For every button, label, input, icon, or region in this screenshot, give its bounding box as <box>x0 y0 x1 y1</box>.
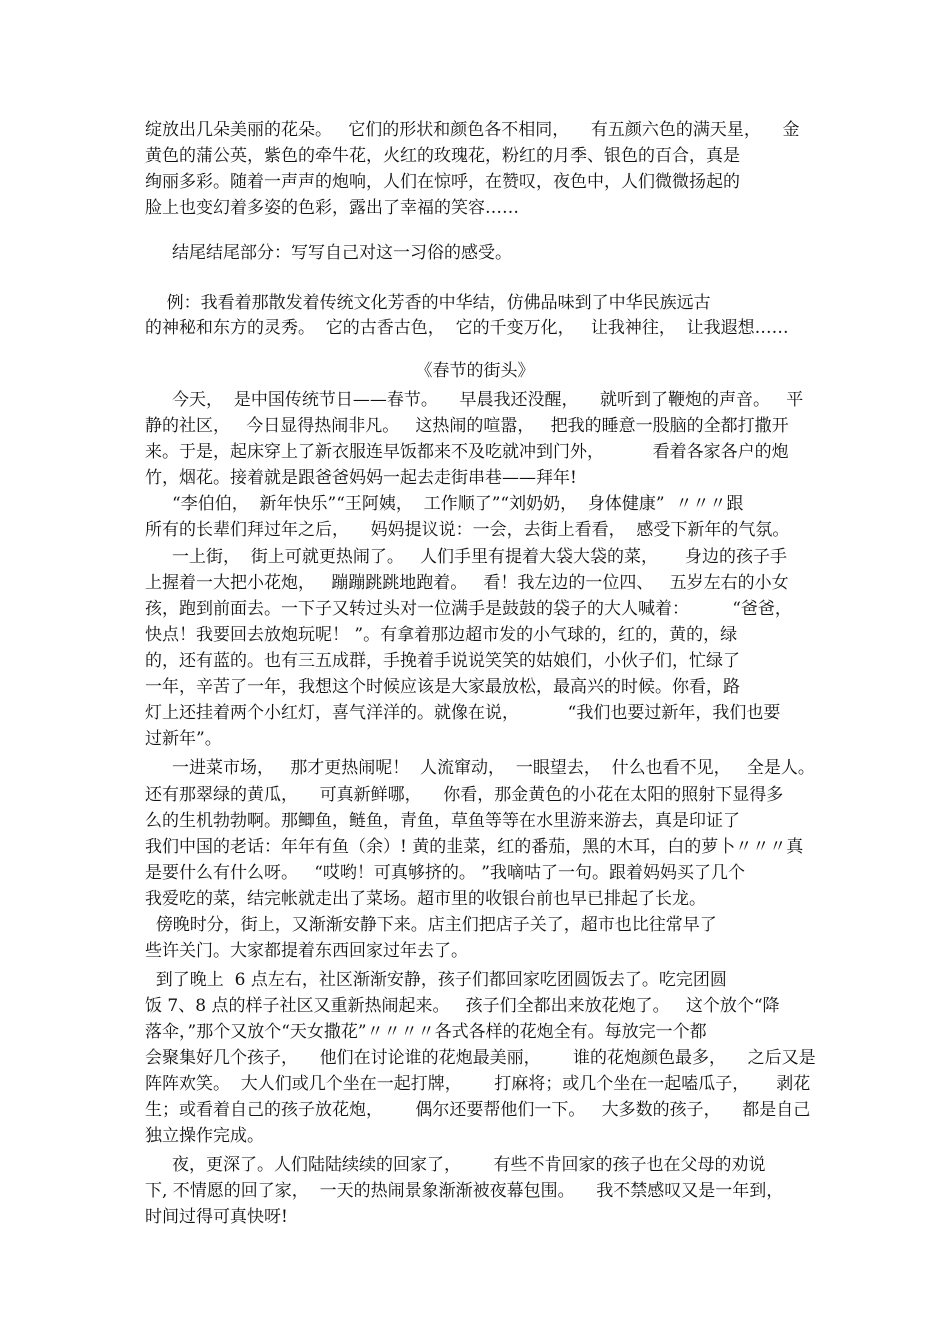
essay-line: 上握着一大把小花炮， 蹦蹦跳跳地跑着。 看！我左边的一位四、 五岁左右的小女 <box>145 573 789 593</box>
essay-line: 阵阵欢笑。 大人们或几个坐在一起打牌， 打麻将；或几个坐在一起嗑瓜子， 剥花 <box>145 1074 811 1094</box>
essay-line: 落伞，”那个又放个“天女撒花”〃〃〃〃各式各样的花炮全有。每放完一个都 <box>145 1022 707 1042</box>
essay-line: 快点！我要回去放炮玩呢！ ”。有拿着那边超市发的小气球的，红的，黄的，绿 <box>145 625 738 645</box>
essay-line: 一年，辛苦了一年，我想这个时候应该是大家最放松，最高兴的时候。你看，路 <box>145 677 740 697</box>
intro-line: 绽放出几朵美丽的花朵。 它们的形状和颜色各不相同， 有五颜六色的满天星， 金 <box>145 120 800 140</box>
essay-line: 竹，烟花。接着就是跟爸爸妈妈一起去走街串巷——拜年! <box>145 468 577 488</box>
essay-line: 一上街， 街上可就更热闹了。 人们手里有提着大袋大袋的菜， 身边的孩子手 <box>145 547 788 567</box>
ending-heading: 结尾结尾部分：写写自己对这一习俗的感受。 <box>145 243 513 263</box>
essay-line: 么的生机勃勃啊。那鲫鱼，鲢鱼，青鱼，草鱼等等在水里游来游去，真是印证了 <box>145 811 740 831</box>
essay-line: 来。于是，起床穿上了新衣服连早饭都来不及吃就冲到门外， 看着各家各户的炮 <box>145 442 789 462</box>
essay-line: 灯上还挂着两个小红灯，喜气洋洋的。就像在说， “我们也要过新年，我们也要 <box>145 703 781 723</box>
essay-line: 我们中国的老话：年年有鱼（余）! 黄的韭菜，红的番茄，黑的木耳，白的萝卜〃〃〃真 <box>145 837 804 857</box>
example-line: 的神秘和东方的灵秀。 它的古香古色， 它的千变万化， 让我神往， 让我遐想…… <box>145 318 789 338</box>
example-line: 例：我看着那散发着传统文化芳香的中华结，仿佛品味到了中华民族远古 <box>145 293 711 313</box>
intro-line: 黄色的蒲公英，紫色的牵牛花，火红的玫瑰花，粉红的月季、银色的百合，真是 <box>145 146 740 166</box>
essay-line: “李伯伯， 新年快乐”“王阿姨， 工作顺了”“刘奶奶， 身体健康” 〃〃〃跟 <box>145 494 744 514</box>
essay-line: 会聚集好几个孩子， 他们在讨论谁的花炮最美丽， 谁的花炮颜色最多， 之后又是 <box>145 1048 816 1068</box>
essay-line: 夜，更深了。人们陆陆续续的回家了， 有些不肯回家的孩子也在父母的劝说 <box>145 1155 766 1175</box>
essay-line: 些许关门。大家都提着东西回家过年去了。 <box>145 941 468 961</box>
essay-line: 今天， 是中国传统节日——春节。 早晨我还没醒， 就听到了鞭炮的声音。 平 <box>145 390 804 410</box>
essay-line: 下, 不情愿的回了家， 一天的热闹景象渐渐被夜幕包围。 我不禁感叹又是一年到， <box>145 1181 784 1201</box>
intro-line: 脸上也变幻着多姿的色彩，露出了幸福的笑容…… <box>145 198 519 218</box>
essay-line: 到了晚上 6 点左右，社区渐渐安静，孩子们都回家吃团圆饭去了。吃完团圆 <box>145 970 727 990</box>
essay-line: 还有那翠绿的黄瓜， 可真新鲜哪， 你看，那金黄色的小花在太阳的照射下显得多 <box>145 785 784 805</box>
essay-line: 孩，跑到前面去。一下子又转过头对一位满手是鼓鼓的袋子的大人喊着： “爸爸， <box>145 599 792 619</box>
essay-title: 《春节的街头》 <box>415 361 535 381</box>
essay-line: 一进菜市场， 那才更热闹呢！ 人流窜动， 一眼望去， 什么也看不见， 全是人。 <box>145 758 815 778</box>
essay-line: 生；或看着自己的孩子放花炮， 偶尔还要帮他们一下。 大多数的孩子， 都是自己 <box>145 1100 811 1120</box>
essay-line: 独立操作完成。 <box>145 1126 264 1146</box>
essay-line: 过新年”。 <box>145 729 222 749</box>
essay-line: 所有的长辈们拜过年之后， 妈妈提议说：一会，去街上看看， 感受下新年的气氛。 <box>145 520 790 540</box>
essay-line: 时间过得可真快呀! <box>145 1207 288 1227</box>
intro-line: 绚丽多彩。随着一声声的炮响，人们在惊呼，在赞叹，夜色中，人们微微扬起的 <box>145 172 740 192</box>
essay-line: 傍晚时分，街上，又渐渐安静下来。店主们把店子关了，超市也比往常早了 <box>145 915 717 935</box>
essay-line: 的，还有蓝的。也有三五成群，手挽着手说说笑笑的姑娘们，小伙子们，忙绿了 <box>145 651 740 671</box>
essay-line: 饭 7、8 点的样子社区又重新热闹起来。 孩子们全都出来放花炮了。 这个放个“降 <box>145 996 780 1016</box>
essay-line: 静的社区， 今日显得热闹非凡。 这热闹的喧嚣， 把我的睡意一股脑的全都打撒开 <box>145 416 789 436</box>
essay-line: 是要什么有什么呀。 “哎哟！可真够挤的。 ”我嘀咕了一句。跟着妈妈买了几个 <box>145 863 745 883</box>
essay-line: 我爱吃的菜，结完帐就走出了菜场。超市里的收银台前也早已排起了长龙。 <box>145 889 706 909</box>
